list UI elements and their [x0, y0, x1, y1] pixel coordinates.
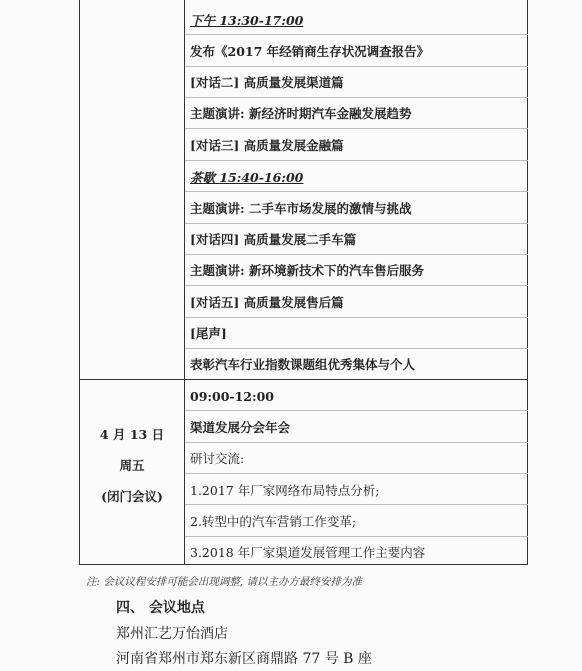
row-separator	[185, 160, 528, 161]
day2-item-1: 1.2017 年厂家网络布局特点分析;	[190, 483, 380, 498]
day2-discussion: 研讨交流:	[190, 451, 245, 466]
tea-break: 茶歇 15:40-16:00	[190, 170, 304, 185]
day-divider	[80, 379, 527, 380]
table-column-divider	[184, 0, 185, 564]
day2-item-2: 2.转型中的汽车营销工作变革;	[190, 514, 357, 529]
row-separator	[185, 128, 528, 129]
keynote-finance: 主题演讲: 新经济时期汽车金融发展趋势	[190, 106, 412, 121]
dialogue-three: [对话三] 高质量发展金融篇	[190, 138, 344, 153]
awards: 表彰汽车行业指数课题组优秀集体与个人	[190, 357, 416, 372]
afternoon-time: 下午 13:30-17:00	[190, 13, 304, 28]
row-separator	[185, 254, 528, 255]
venue-hotel: 郑州汇艺万怡酒店	[116, 626, 228, 642]
row-separator	[185, 223, 528, 224]
agenda-table	[79, 0, 528, 565]
row-separator	[185, 536, 528, 537]
row-separator	[185, 473, 528, 474]
agenda-note: 注: 会议议程安排可能会出现调整, 请以主办方最终安排为准	[86, 576, 363, 588]
row-separator	[185, 66, 528, 67]
row-separator	[185, 97, 528, 98]
row-separator	[185, 191, 528, 192]
day2-time: 09:00-12:00	[190, 389, 274, 404]
keynote-aftersales: 主题演讲: 新环境新技术下的汽车售后服务	[190, 263, 424, 278]
day2-weekday: 周五	[119, 458, 145, 473]
epilogue: [尾声]	[190, 326, 227, 341]
report-release: 发布《2017 年经销商生存状况调查报告》	[190, 44, 430, 59]
day2-date: 4 月 13 日	[99, 427, 165, 442]
venue-address: 河南省郑州市郑东新区商鼎路 77 号 B 座	[116, 651, 372, 667]
row-separator	[185, 410, 528, 411]
row-separator	[185, 34, 528, 35]
row-separator	[185, 504, 528, 505]
row-separator	[185, 348, 528, 349]
dialogue-four: [对话四] 高质量发展二手车篇	[190, 232, 357, 247]
dialogue-two: [对话二] 高质量发展渠道篇	[190, 75, 344, 90]
day2-item-3: 3.2018 年厂家渠道发展管理工作主要内容	[190, 545, 426, 560]
keynote-used-car: 主题演讲: 二手车市场发展的激情与挑战	[190, 201, 412, 216]
day2-title: 渠道发展分会年会	[190, 420, 291, 435]
row-separator	[185, 317, 528, 318]
dialogue-five: [对话五] 高质量发展售后篇	[190, 295, 344, 310]
row-separator	[185, 442, 528, 443]
venue-section-title: 四、 会议地点	[116, 600, 205, 616]
row-separator	[185, 285, 528, 286]
day2-meeting-type: (闭门会议)	[101, 489, 163, 504]
